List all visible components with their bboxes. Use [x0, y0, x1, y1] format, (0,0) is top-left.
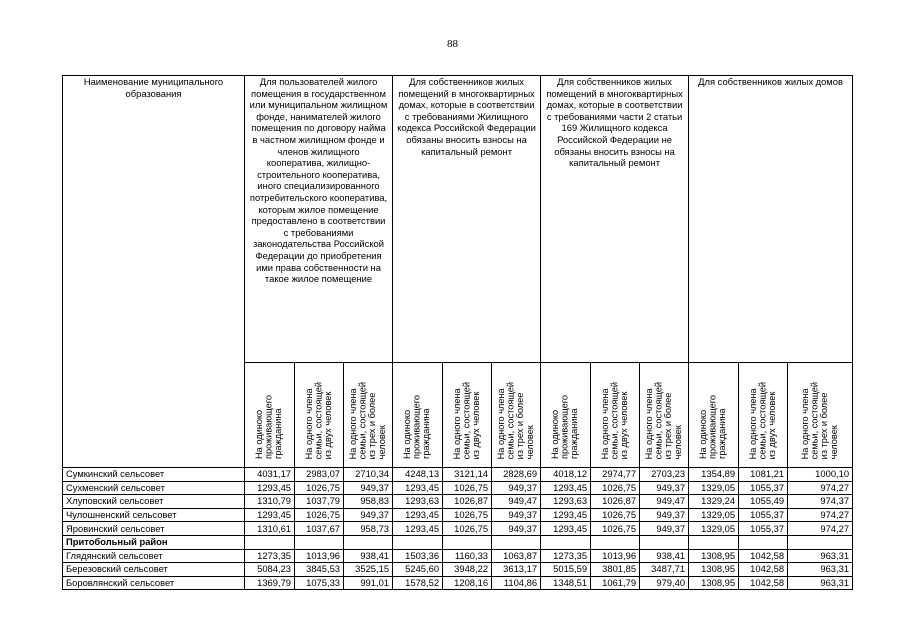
table-row — [63, 563, 853, 577]
municipality-name: Чулошненский сельсовет — [63, 508, 245, 522]
table-cell: 2983,07 — [295, 468, 344, 482]
municipality-name: Сухменский сельсовет — [63, 481, 245, 495]
subheader-single-resident — [245, 363, 295, 468]
subheader-two-person-family — [739, 363, 788, 468]
subheader-label: На одного члена семьи, состоящей из двух человек — [747, 381, 777, 459]
table-cell: 1037,79 — [295, 495, 344, 509]
table-row — [63, 549, 853, 563]
page-number: 88 — [447, 38, 458, 50]
header-group-tenants: Для пользователей жилого помещения в государственном или муниципальном жилищном фонде, нанимателей жилого помещения по договору найма в частном жилищном фонде и членов жилищного кооператива, жилищно-строительного кооператива, иного специализированного потребительского кооператива, которым жилое помещение предоставлено в соответствии с требованиями законодательства Российской Федерации до приобретения ими права собственности на такое жилое помещение — [245, 76, 393, 363]
table-cell: 938,41 — [640, 549, 689, 563]
municipality-name: Глядянский сельсовет — [63, 549, 245, 563]
header-group-owners-obliged: Для собственников жилых помещений в многоквартирных домах, которые в соответствии с требованиями Жилищного кодекса Российской Федерации обязаны вносить взносы на капитальный ремонт — [393, 76, 541, 363]
table-cell — [541, 535, 591, 549]
table-cell: 1026,87 — [443, 495, 492, 509]
table-cell: 1081,21 — [739, 468, 788, 482]
subheader-three-plus-family — [640, 363, 689, 468]
subheader-three-plus-family — [492, 363, 541, 468]
table-cell: 1273,35 — [245, 549, 295, 563]
table-cell: 1055,37 — [739, 522, 788, 536]
table-cell: 1578,52 — [393, 576, 443, 590]
table-cell — [344, 535, 393, 549]
subheader-label: На одного члена семьи, состоящей из двух человек — [451, 381, 481, 459]
tariff-table — [62, 75, 853, 590]
table-cell: 1042,58 — [739, 576, 788, 590]
table-cell: 949,47 — [492, 495, 541, 509]
table-cell: 4031,17 — [245, 468, 295, 482]
table-cell: 4248,13 — [393, 468, 443, 482]
table-cell: 949,47 — [640, 495, 689, 509]
table-cell: 974,37 — [788, 495, 853, 509]
subheader-single-resident — [689, 363, 739, 468]
table-cell: 1293,63 — [393, 495, 443, 509]
table-cell: 974,27 — [788, 522, 853, 536]
subheader-label: На одиноко проживающего гражданина — [550, 395, 580, 459]
subheader-two-person-family — [591, 363, 640, 468]
table-cell — [245, 535, 295, 549]
subheader-two-person-family — [295, 363, 344, 468]
table-cell: 1055,37 — [739, 508, 788, 522]
table-cell: 949,37 — [640, 508, 689, 522]
table-cell: 1293,45 — [541, 481, 591, 495]
table-cell: 949,37 — [492, 481, 541, 495]
table-cell: 1026,75 — [295, 508, 344, 522]
table-cell: 1055,37 — [739, 481, 788, 495]
table-row — [63, 522, 853, 536]
table-cell: 5245,60 — [393, 563, 443, 577]
table-cell: 949,37 — [344, 508, 393, 522]
table-cell: 1026,75 — [443, 481, 492, 495]
table-cell: 2974,77 — [591, 468, 640, 482]
table-cell: 1037,67 — [295, 522, 344, 536]
subheader-label: На одиноко проживающего гражданина — [698, 395, 728, 459]
table-cell: 1026,87 — [591, 495, 640, 509]
table-row — [63, 468, 853, 482]
table-cell: 1369,79 — [245, 576, 295, 590]
table-cell: 1310,79 — [245, 495, 295, 509]
table-cell: 1293,45 — [541, 508, 591, 522]
table-cell: 1293,45 — [245, 508, 295, 522]
table-cell: 1293,45 — [245, 481, 295, 495]
table-cell — [788, 535, 853, 549]
table-cell: 1000,10 — [788, 468, 853, 482]
table-cell: 1104,86 — [492, 576, 541, 590]
table-cell: 5015,59 — [541, 563, 591, 577]
district-name: Притобольный район — [63, 535, 245, 549]
table-cell: 979,40 — [640, 576, 689, 590]
subheader-label: На одного члена семьи, состоящей из трех и более человек — [643, 381, 683, 459]
table-cell: 1208,16 — [443, 576, 492, 590]
municipality-name: Яровинский сельсовет — [63, 522, 245, 536]
table-cell: 991,01 — [344, 576, 393, 590]
table-cell: 958,83 — [344, 495, 393, 509]
table-cell: 1329,05 — [689, 481, 739, 495]
district-row — [63, 535, 853, 549]
subheader-label: На одного члена семьи, состоящей из трех и более человек — [495, 381, 535, 459]
table-cell: 1063,87 — [492, 549, 541, 563]
table-cell: 938,41 — [344, 549, 393, 563]
table-cell: 1042,58 — [739, 549, 788, 563]
municipality-name: Боровлянский сельсовет — [63, 576, 245, 590]
table-cell: 1013,96 — [295, 549, 344, 563]
table-cell — [640, 535, 689, 549]
table-cell: 1026,75 — [295, 481, 344, 495]
table-cell: 1293,45 — [393, 522, 443, 536]
table-cell: 949,37 — [492, 522, 541, 536]
table-cell: 963,31 — [788, 576, 853, 590]
table-cell: 3613,17 — [492, 563, 541, 577]
header-municipality: Наименование муниципального образования — [63, 76, 245, 468]
table-cell: 1160,33 — [443, 549, 492, 563]
table-cell: 963,31 — [788, 563, 853, 577]
table-row — [63, 481, 853, 495]
subheader-label: На одиноко проживающего гражданина — [402, 395, 432, 459]
table-cell: 1293,45 — [393, 481, 443, 495]
table-cell: 4018,12 — [541, 468, 591, 482]
table-row — [63, 508, 853, 522]
subheader-label: На одного члена семьи, состоящей из трех и более человек — [799, 381, 839, 459]
table-cell — [295, 535, 344, 549]
table-cell: 963,31 — [788, 549, 853, 563]
table-cell: 1329,24 — [689, 495, 739, 509]
table-cell: 1293,45 — [393, 508, 443, 522]
table-cell: 1348,51 — [541, 576, 591, 590]
table-cell: 949,37 — [492, 508, 541, 522]
table-cell — [492, 535, 541, 549]
table-cell: 3487,71 — [640, 563, 689, 577]
subheader-single-resident — [393, 363, 443, 468]
table-body — [63, 468, 853, 590]
table-cell: 1293,63 — [541, 495, 591, 509]
subheader-three-plus-family — [788, 363, 853, 468]
table-cell: 1042,58 — [739, 563, 788, 577]
table-cell: 1273,35 — [541, 549, 591, 563]
table-cell: 1075,33 — [295, 576, 344, 590]
table-cell — [443, 535, 492, 549]
table-row — [63, 495, 853, 509]
table-cell: 1026,75 — [443, 508, 492, 522]
subheader-two-person-family — [443, 363, 492, 468]
table-cell: 5084,23 — [245, 563, 295, 577]
table-cell: 949,37 — [344, 481, 393, 495]
header-group-owners-not-obliged: Для собственников жилых помещений в многоквартирных домах, которые в соответствии с требованиями части 2 статьи 169 Жилищного кодекса Российской Федерации не обязаны вносить взносы на капитальный ремонт — [541, 76, 689, 363]
table-cell: 1308,95 — [689, 576, 739, 590]
table-cell: 3525,15 — [344, 563, 393, 577]
table-row — [63, 576, 853, 590]
table-cell: 1329,05 — [689, 522, 739, 536]
municipality-name: Хлуповский сельсовет — [63, 495, 245, 509]
table-cell: 1026,75 — [443, 522, 492, 536]
table-cell — [393, 535, 443, 549]
header-group-house-owners: Для собственников жилых домов — [689, 76, 853, 363]
subheader-label: На одного члена семьи, состоящей из двух человек — [303, 381, 333, 459]
table-cell: 974,27 — [788, 508, 853, 522]
table-cell: 1026,75 — [591, 522, 640, 536]
subheader-three-plus-family — [344, 363, 393, 468]
table-cell: 3121,14 — [443, 468, 492, 482]
subheader-label: На одного члена семьи, состоящей из трех и более человек — [347, 381, 387, 459]
subheader-single-resident — [541, 363, 591, 468]
subheader-label: На одного члена семьи, состоящей из двух человек — [599, 381, 629, 459]
table-cell: 1061,79 — [591, 576, 640, 590]
table-cell: 1354,89 — [689, 468, 739, 482]
table-cell: 1293,45 — [541, 522, 591, 536]
table-cell: 1026,75 — [591, 508, 640, 522]
table-cell: 949,37 — [640, 481, 689, 495]
table-cell — [739, 535, 788, 549]
table-cell: 949,37 — [640, 522, 689, 536]
table-cell: 1310,61 — [245, 522, 295, 536]
table-cell: 2703,23 — [640, 468, 689, 482]
table-cell: 1013,96 — [591, 549, 640, 563]
municipality-name: Сумкинский сельсовет — [63, 468, 245, 482]
table-cell: 3801,85 — [591, 563, 640, 577]
table-cell: 958,73 — [344, 522, 393, 536]
table-cell: 1055,49 — [739, 495, 788, 509]
table-cell: 1308,95 — [689, 549, 739, 563]
table-cell: 1026,75 — [591, 481, 640, 495]
table-cell: 2828,69 — [492, 468, 541, 482]
table-cell: 2710,34 — [344, 468, 393, 482]
table-cell: 1329,05 — [689, 508, 739, 522]
table-cell — [689, 535, 739, 549]
municipality-name: Березовский сельсовет — [63, 563, 245, 577]
table-cell: 1503,36 — [393, 549, 443, 563]
subheader-label: На одиноко проживающего гражданина — [254, 395, 284, 459]
table-cell: 1308,95 — [689, 563, 739, 577]
table-cell — [591, 535, 640, 549]
table-cell: 3845,53 — [295, 563, 344, 577]
table-cell: 974,27 — [788, 481, 853, 495]
table-cell: 3948,22 — [443, 563, 492, 577]
